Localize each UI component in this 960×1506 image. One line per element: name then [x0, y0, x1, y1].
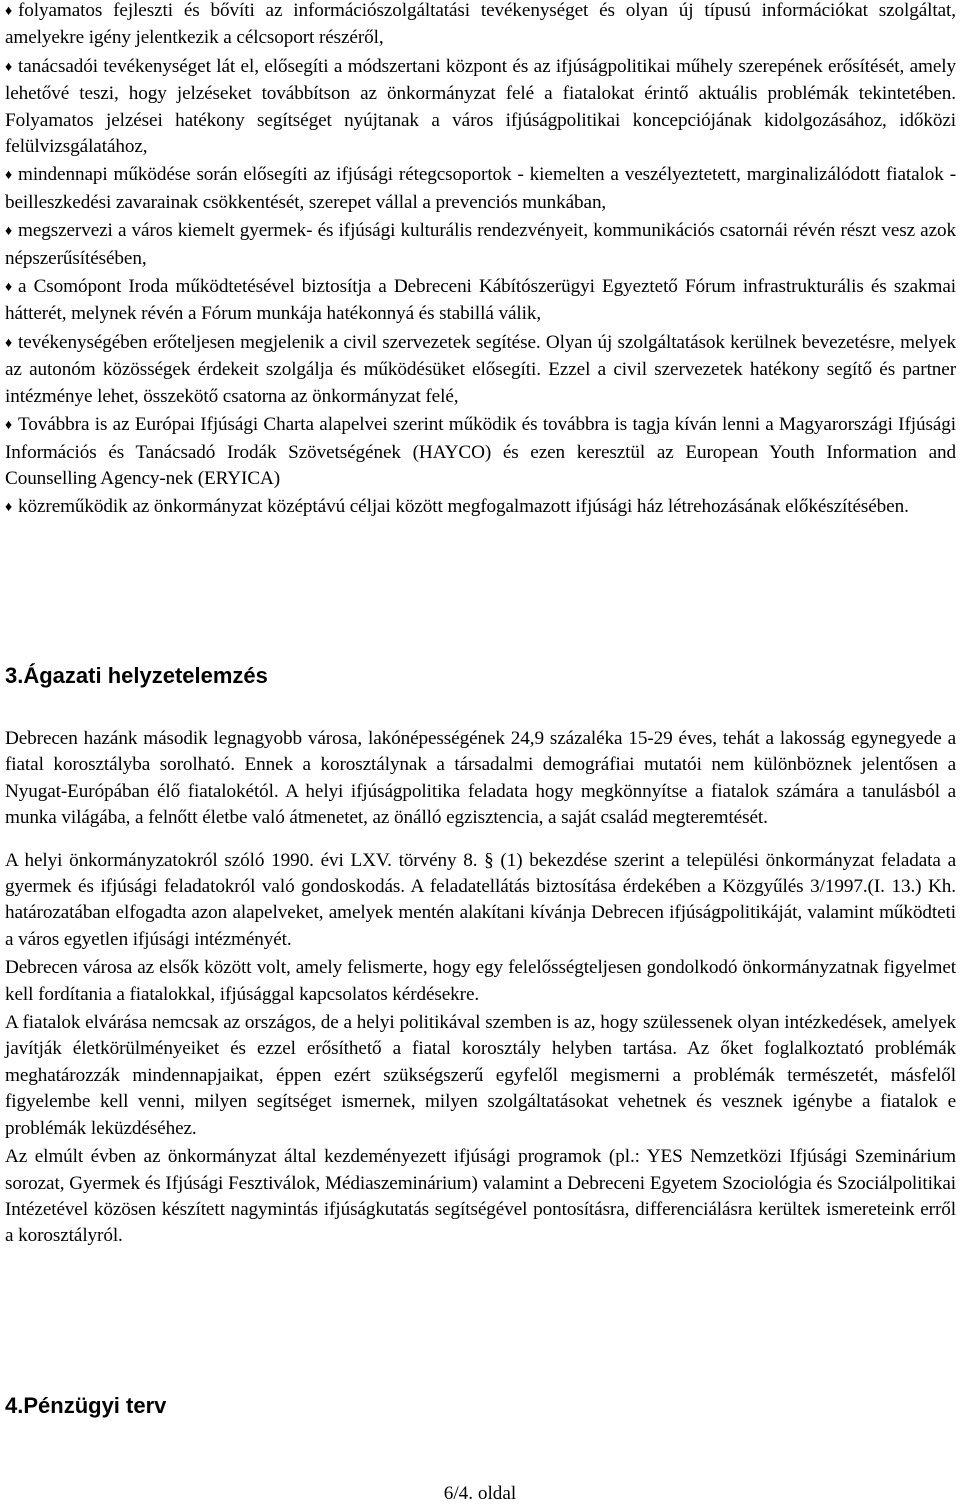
section-heading-4: 4.Pénzügyi terv [5, 1393, 167, 1418]
bullet-item [5, 162, 956, 216]
diamond-bullet-icon: ♦ [5, 500, 13, 516]
bullet-text: közreműködik az önkormányzat középtávú céljai között megfogalmazott ifjúsági ház létrehozásának előkészítésében. [18, 496, 909, 518]
bullet-text: Továbbra is az Európai Ifjúsági Charta alapelvei szerint működik és továbbra is tagja kíván lenni a Magyarországi Ifjúsági Információs és Tanácsadó Irodák Szövetségének (HAYCO) és ezen keresztül az European Youth Information and Counselling Agency-nek (ERYICA) [5, 414, 956, 489]
section-3-body [5, 726, 956, 1250]
bullet-item [5, 54, 956, 161]
bullet-list [5, 0, 956, 522]
bullet-item [5, 274, 956, 328]
paragraph: A fiatalok elvárása nemcsak az országos, de a helyi politikával szemben is az, hogy szülessenek olyan intézkedések, amelyek javítják életkörülményeiket és ezzel erősíthető a fiatal korosztály helyben tartása. Az őket foglalkoztató problémák meghatározzák mindennapjaikat, éppen ezért szükségszerű egyfelől megismerni a problémák természetét, másfelől figyelembe kell venni, milyen segítséget ismernek, milyen szolgáltatásokat vehetnek és vesznek igénybe a fiatalok e problémák leküzdéséhez. [5, 1012, 956, 1139]
bullet-item [5, 218, 956, 272]
section-heading-3: 3.Ágazati helyzetelemzés [5, 663, 268, 688]
bullet-text: tevékenységében erőteljesen megjelenik a civil szervezetek segítése. Olyan új szolgáltatások kerülnek bevezetésre, melyek az autonóm közösségek érdekeit szolgálja és működésüket elősegíti. Ezzel a civil szervezetek hatékony segítő és partner intézménye lehet, összekötő csatorna az önkormányzat felé, [5, 331, 956, 407]
bullet-text: folyamatos fejleszti és bővíti az információszolgáltatási tevékenységet és olyan új típusú információkat szolgáltat, amelyekre igény jelentkezik a célcsoport részéről, [5, 0, 956, 49]
paragraph: A helyi önkormányzatokról szóló 1990. évi LXV. törvény 8. § (1) bekezdése szerint a települési önkormányzat feladata a gyermek és ifjúsági feladatokról való gondoskodás. A feladatellátás biztosítása érdekében a Közgyűlés 3/1997.(I. 13.) Kh. határozatában elfogadta azon alapelveket, amelyek mentén alakítani kívánja Debrecen ifjúságpolitikáját, valamint működteti a város egyetlen ifjúsági intézményét. [5, 849, 956, 950]
bullet-item [5, 412, 956, 492]
diamond-bullet-icon: ♦ [5, 335, 13, 351]
bullet-text: a Csomópont Iroda működtetésével biztosítja a Debreceni Kábítószerügyi Egyeztető Fórum infrastrukturális és szakmai hátterét, melynek révén a Fórum munkája hatékonnyá és stabillá válik, [5, 276, 956, 325]
paragraph: Debrecen hazánk második legnagyobb városa, lakónépességének 24,9 százaléka 15-29 éves, tehát a lakosság egynegyede a fiatal korosztályba sorolható. Ennek a korosztálynak a társadalmi demográfiai mutatói nem különböznek jelentősen a Nyugat-Európában élő fiatalokétól. A helyi ifjúságpolitika feladata hogy megkönnyítse a fiatalok számára a tanulásból a munka világába, a felnőtt életbe való átmenetet, az önálló egzisztencia, a saját család megteremtését. [5, 728, 956, 829]
bullet-text: tanácsadói tevékenységet lát el, elősegíti a módszertani központ és az ifjúságpolitikai műhely szerepének erősítését, amely lehetővé teszi, hogy jelzéseket továbbítson az önkormányzat felé a fiatalokat érintő aktuális problémák tekintetében. Folyamatos jelzései hatékony segítséget nyújtanak a város ifjúságpolitikai koncepciójának kidolgozásához, időközi felülvizsgálatához, [5, 55, 956, 158]
diamond-bullet-icon: ♦ [5, 59, 13, 75]
diamond-bullet-icon: ♦ [5, 4, 13, 19]
bullet-item [5, 330, 956, 410]
bullet-item [5, 0, 956, 52]
bullet-item [5, 494, 956, 521]
diamond-bullet-icon: ♦ [5, 418, 13, 434]
diamond-bullet-icon: ♦ [5, 224, 13, 240]
paragraph: Debrecen városa az elsők között volt, amely felismerte, hogy egy felelősségteljesen gondolkodó önkormányzatnak figyelmet kell fordítania a fiatalokkal, ifjúsággal kapcsolatos kérdésekre. [5, 957, 956, 1005]
diamond-bullet-icon: ♦ [5, 168, 13, 184]
bullet-text: mindennapi működése során elősegíti az ifjúsági rétegcsoportok - kiemelten a veszélyeztetett, marginalizálódott fiatalok - beilleszkedési zavarainak csökkentését, szerepet vállal a prevenciós munkában, [5, 164, 956, 213]
bullet-text: megszervezi a város kiemelt gyermek- és ifjúsági kulturális rendezvényeit, kommunikációs csatornái révén részt vesz azok népszerűsítésében, [5, 220, 956, 269]
page-number: 6/4. oldal [443, 1483, 517, 1504]
paragraph: Az elmúlt évben az önkormányzat által kezdeményezett ifjúsági programok (pl.: YES Nemzetközi Ifjúsági Szeminárium sorozat, Gyermek és Ifjúsági Fesztiválok, Médiaszeminárium) valamint a Debreceni Egyetem Szociológia és Szociálpolitikai Intézetével közösen készített nagymintás ifjúságkutatás segítségével pontosításra, differenciálásra kerültek ismereteink erről a korosztályról. [5, 1146, 956, 1247]
diamond-bullet-icon: ♦ [5, 280, 13, 296]
